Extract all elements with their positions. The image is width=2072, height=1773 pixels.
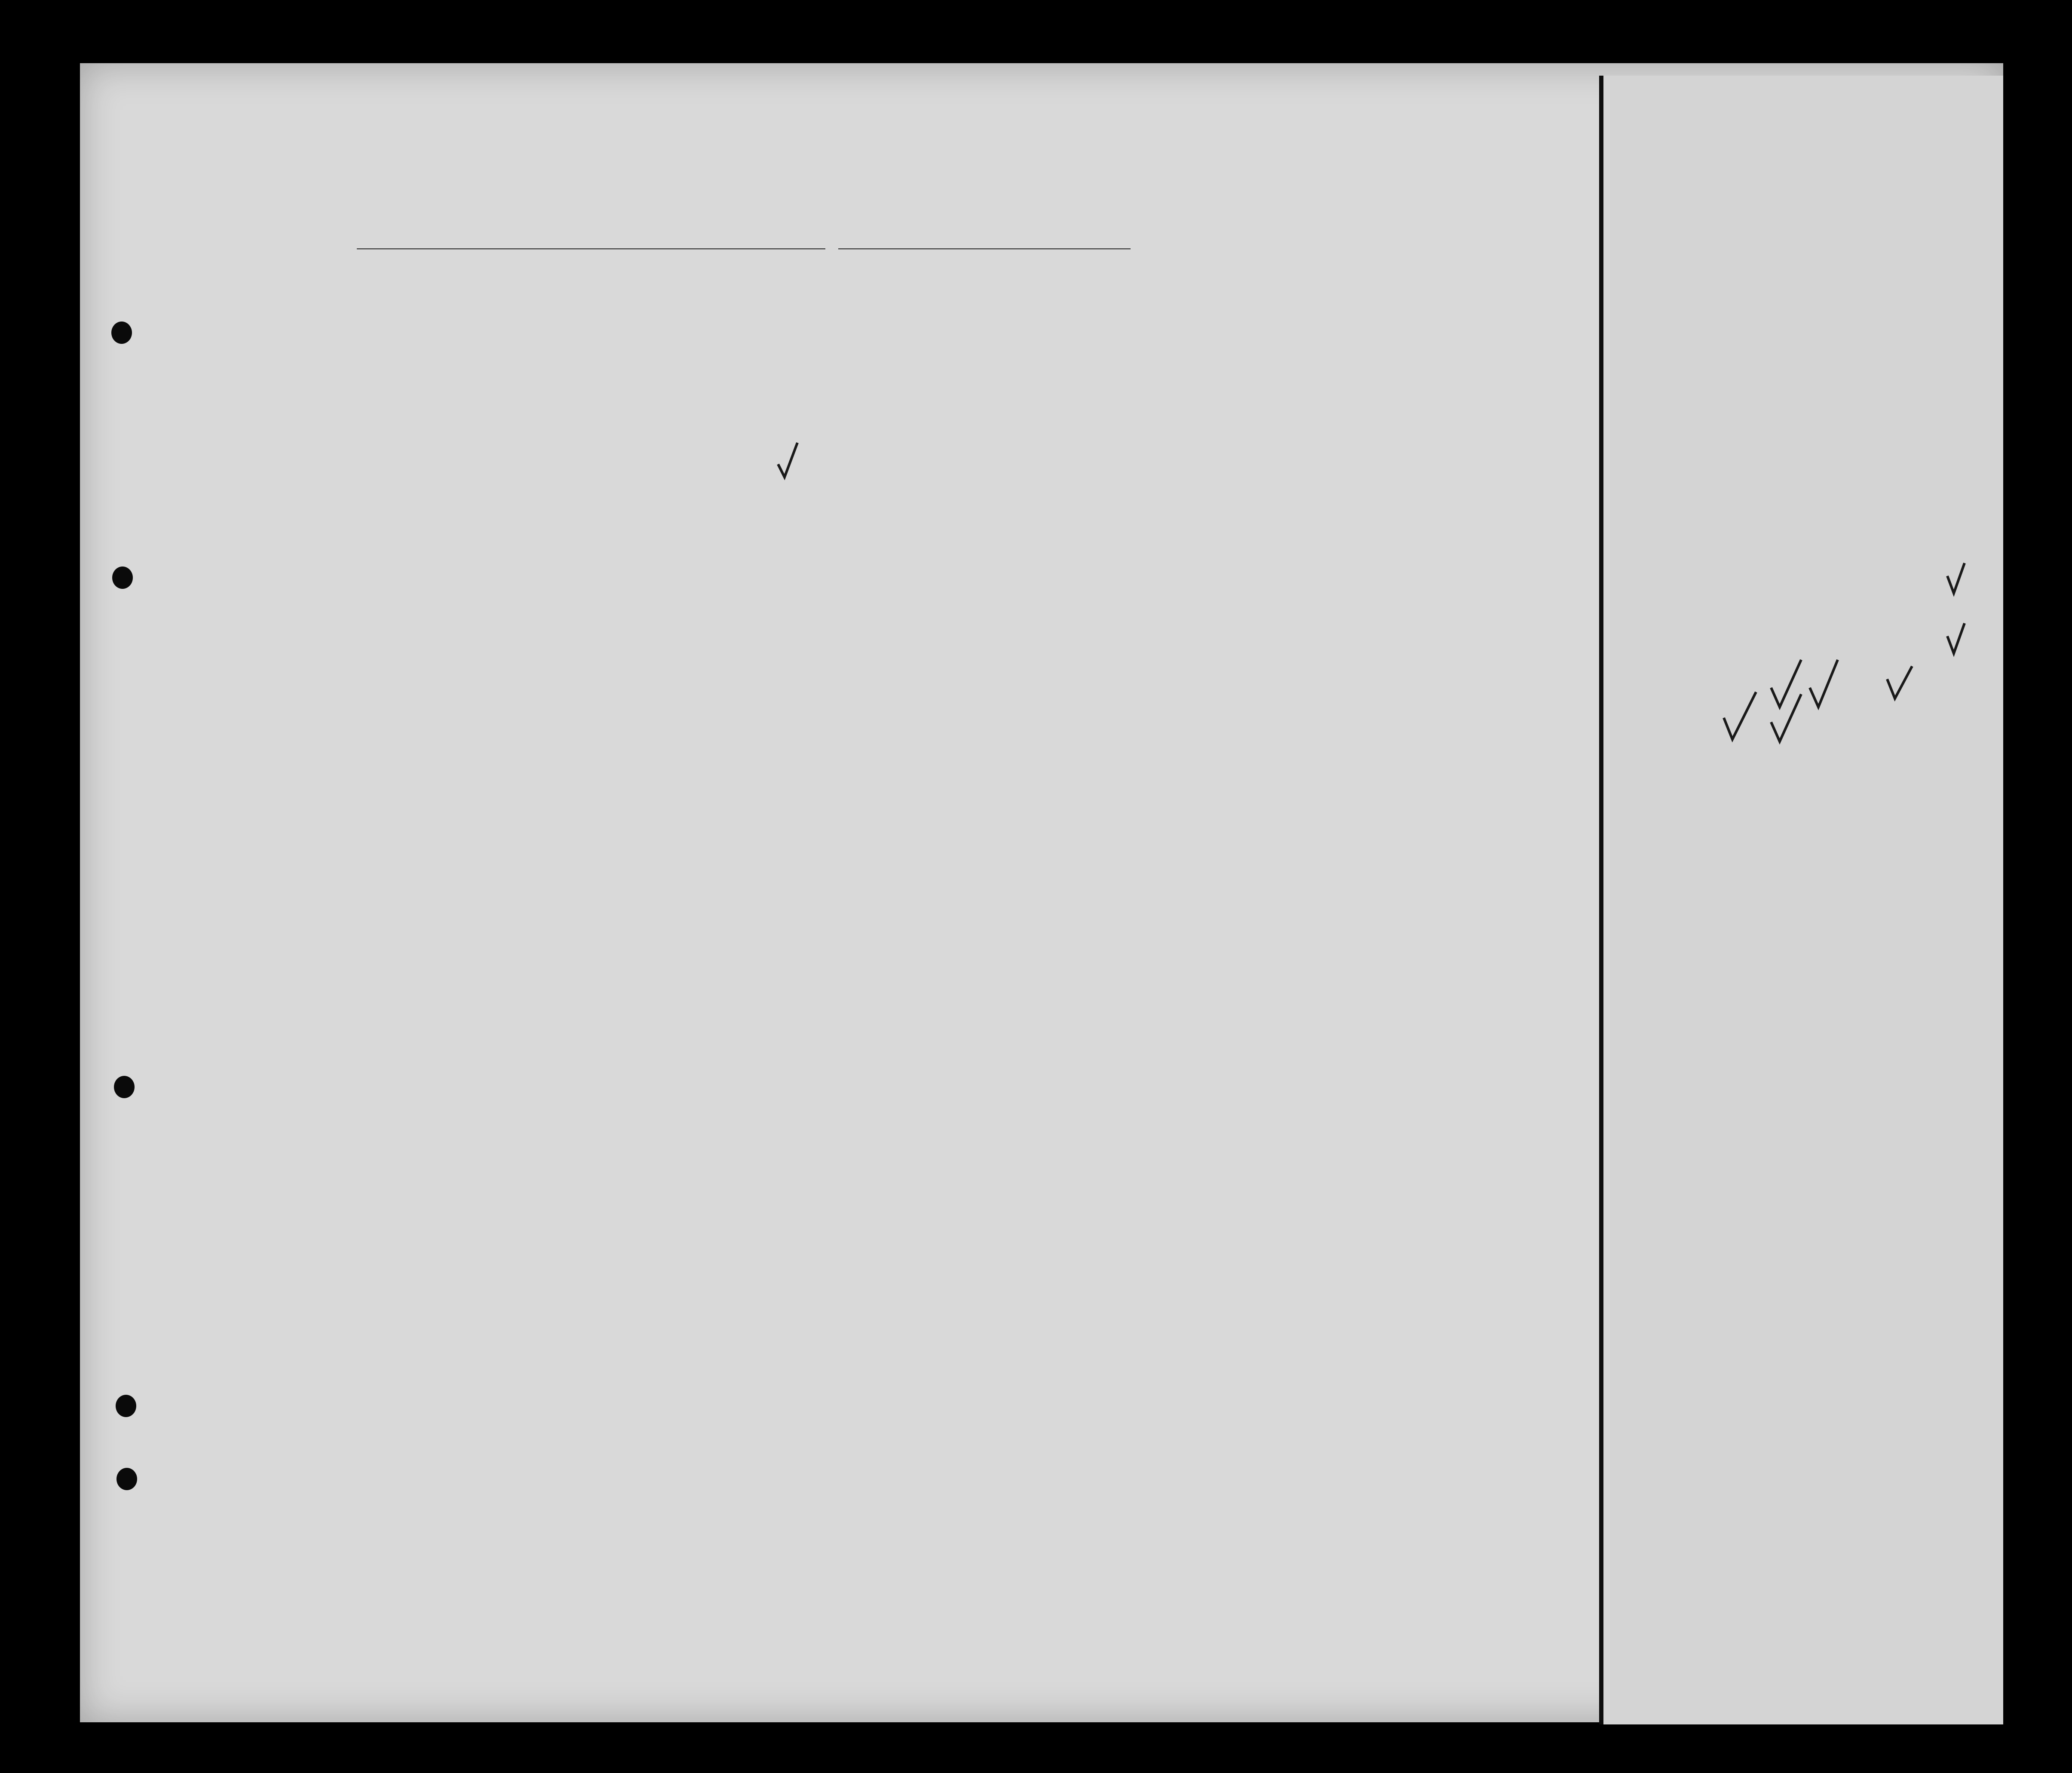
check-icon	[1771, 694, 1801, 741]
check-icon	[1771, 660, 1801, 707]
check-icon	[1724, 692, 1756, 739]
check-icon	[1887, 666, 1912, 698]
check-icon	[1810, 660, 1838, 707]
check-icon	[1947, 623, 1965, 653]
check-icon	[778, 443, 797, 477]
check-icon	[1947, 563, 1965, 593]
